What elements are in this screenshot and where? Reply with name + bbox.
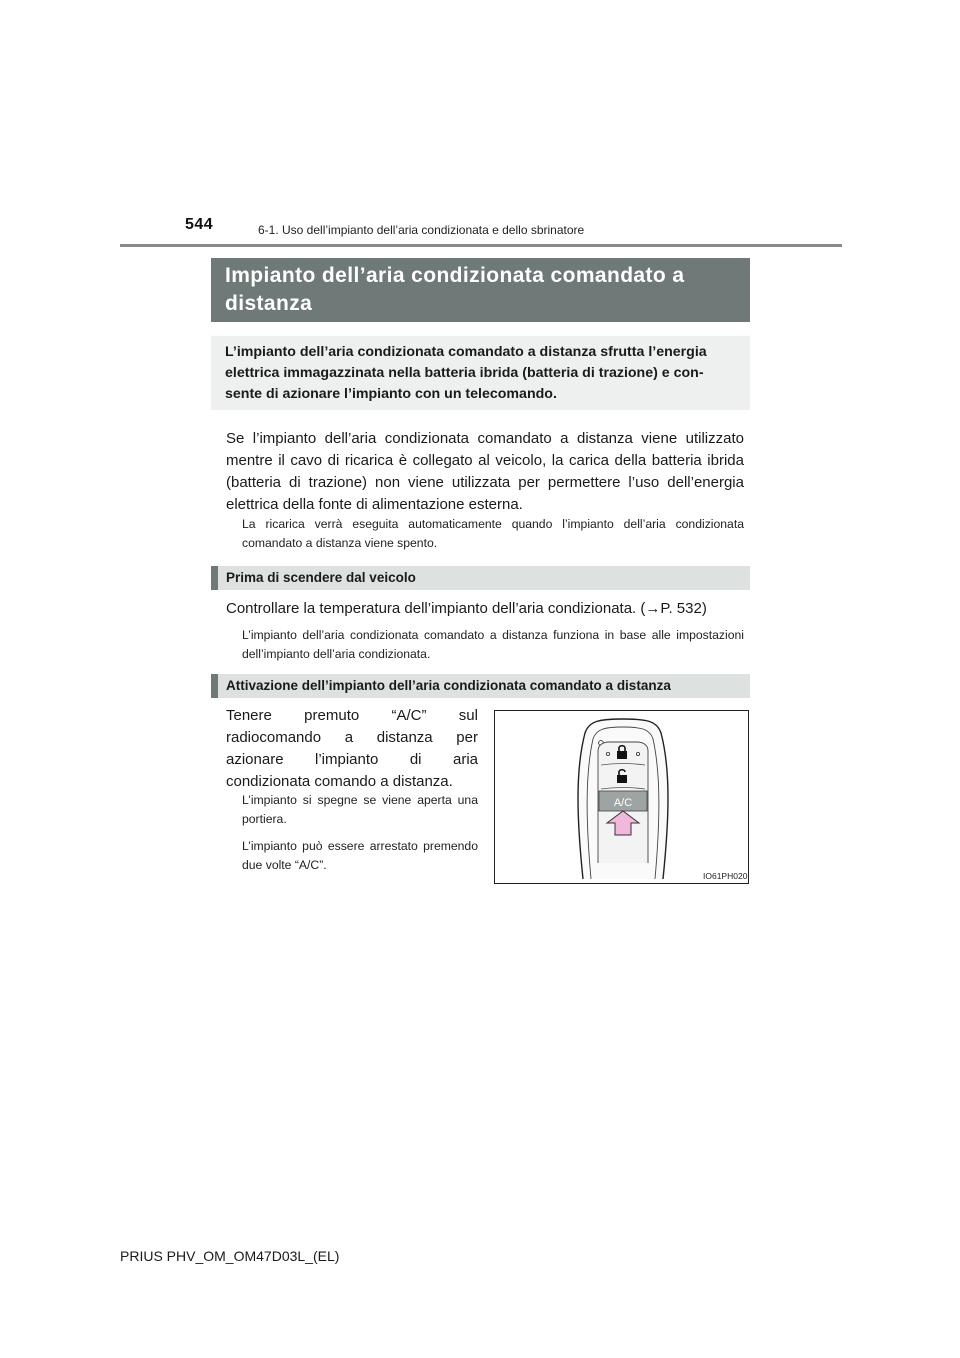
note-press-twice: L’impianto può essere arrestato premendo due volte “A/C”. (242, 839, 478, 872)
footer-document-id: PRIUS PHV_OM_OM47D03L_(EL) (120, 1248, 340, 1264)
section-heading-activation: Attivazione dell’impianto dell’aria condizionata comandato a distanza (211, 674, 750, 698)
intro-line-1: L’impianto dell’aria condizionata comandato a distanza sfrutta l’energia (225, 344, 707, 360)
remote-illustration (494, 710, 749, 884)
section-title-line-1: Impianto dell’aria condizionata comandato a (225, 264, 685, 287)
intro-box (211, 336, 750, 410)
paragraph-press-ac: Tenere premuto “A/C” sul radiocomando a distanza per azionare l’impianto di aria condizionata comando a distanza. (226, 707, 478, 790)
ac-button-label: A/C (613, 797, 633, 809)
figure-code: IO61PH020 (703, 871, 748, 881)
intro-line-2: elettrica immagazzinata nella batteria ibrida (batteria di trazione) e con- (225, 365, 704, 381)
note-charging: La ricarica verrà eseguita automaticamente quando l’impianto dell’aria condizionata comandato a distanza viene spento. (242, 517, 744, 550)
section-title-line-2: distanza (225, 292, 313, 315)
section-heading-before-leaving: Prima di scendere dal veicolo (211, 566, 750, 590)
page-number: 544 (185, 216, 214, 233)
header-rule (120, 244, 842, 247)
intro-line-3: sente di azionare l’impianto con un telecomando. (225, 386, 557, 402)
remote-key-drawing (495, 711, 748, 883)
section-title (211, 258, 750, 322)
paragraph-check-temperature: Controllare la temperatura dell’impianto dell’aria condizionata. (→P. 532) (226, 600, 707, 617)
chapter-heading: 6-1. Uso dell’impianto dell’aria condizionata e dello sbrinatore (258, 223, 585, 237)
paragraph-charging: Se l’impianto dell’aria condizionata comandato a distanza viene utilizzato mentre il cavo di ricarica è collegato al veicolo, la carica della batteria ibrida (batteria di trazione) non viene utilizzata per permettere l’uso dell’energia elettrica della fonte di alimentazione esterna. (226, 430, 744, 513)
note-door-open: L’impianto si spegne se viene aperta una portiera. (242, 793, 478, 826)
note-settings: L’impianto dell’aria condizionata comandato a distanza funziona in base alle impostazioni dell’impianto dell’aria condizionata. (242, 628, 744, 661)
